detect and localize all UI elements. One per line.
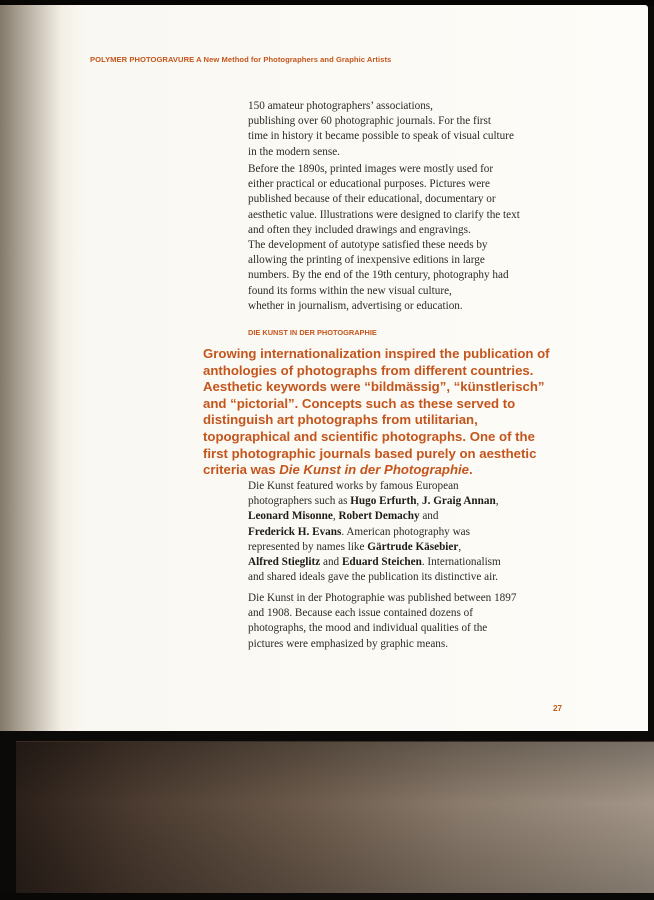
page-shadow [16, 742, 654, 894]
pull-quote-line: distinguish art photographs from utilitarian, [203, 412, 478, 428]
text-run: , [332, 510, 339, 523]
text-line: published because of their educational, documentary or [248, 193, 496, 206]
text-line: and shared ideals gave the publication its distinctive air. [248, 571, 499, 584]
text-line: photographs, the mood and individual qualities of the [248, 622, 488, 635]
text-run: photographers such as [248, 495, 351, 508]
pull-quote [203, 346, 583, 479]
paragraph-associations [248, 99, 568, 160]
text-run: and [419, 510, 439, 523]
text-line: Before the 1890s, printed images were mostly used for [248, 163, 494, 175]
text-line [248, 555, 568, 570]
text-run: , [416, 495, 423, 508]
running-head-subtitle: A New Method for Photographers and Graphic Artists [196, 55, 392, 64]
text-line: and often they included drawings and engravings. [248, 223, 471, 236]
text-line: numbers. By the end of the 19th century, photography had [248, 269, 509, 282]
photographer-name: Frederick H. Evans [248, 525, 342, 538]
text-line: time in history it became possible to speak of visual culture [248, 130, 514, 143]
section-heading: DIE KUNST IN DER PHOTOGRAPHIE [248, 328, 377, 337]
pull-quote-line: topographical and scientific photographs. One of the [203, 428, 535, 444]
paragraph-publication-dates [248, 591, 568, 652]
running-head-title: POLYMER PHOTOGRAVURE [90, 55, 195, 64]
pull-quote-line: anthologies of photographs from different countries. [203, 362, 534, 378]
text-line [248, 494, 568, 509]
text-line: Die Kunst in der Photographie was published between 1897 [248, 592, 517, 604]
pull-quote-text: criteria was [203, 462, 280, 478]
text-line: The development of autotype satisfied these needs by [248, 239, 488, 252]
text-line [248, 509, 568, 524]
text-run: . American photography was [341, 525, 470, 538]
text-line: pictures were emphasized by graphic means. [248, 637, 449, 650]
pull-quote-line: first photographic journals based purely on aesthetic [203, 445, 537, 461]
photographer-name: Alfred Stieglitz [248, 556, 321, 569]
text-run: represented by names like [248, 540, 368, 553]
pull-quote-line: Growing internationalization inspired the publication of [203, 346, 550, 361]
page-number: 27 [553, 704, 563, 713]
text-line: publishing over 60 photographic journals. For the first [248, 115, 491, 128]
text-run: and [320, 556, 342, 569]
pull-quote-text: . [469, 462, 473, 478]
text-line: whether in journalism, advertising or education. [248, 299, 463, 312]
pull-quote-line [203, 462, 583, 479]
text-line [248, 525, 568, 540]
pull-quote-line: and “pictorial”. Concepts such as these served to [203, 395, 516, 411]
text-run: . Internationalism [421, 556, 501, 569]
photographer-name: Leonard Misonne [248, 510, 333, 523]
text-line: in the modern sense. [248, 145, 340, 158]
photographer-name: J. Graig Annan [422, 495, 496, 508]
text-run: , [495, 495, 499, 508]
text-line: found its forms within the new visual culture, [248, 284, 452, 297]
text-line: 150 amateur photographers’ associations, [248, 100, 433, 112]
gutter-shadow [0, 5, 60, 731]
text-line: allowing the printing of inexpensive editions in large [248, 254, 485, 267]
text-line: Die Kunst featured works by famous European [248, 480, 459, 492]
paragraph-before-1890s [248, 162, 568, 314]
pull-quote-line: Aesthetic keywords were “bildmässig”, “künstlerisch” [203, 379, 545, 395]
text-line: and 1908. Because each issue contained dozens of [248, 607, 473, 620]
photographer-name: Gärtrude Käsebier [367, 540, 459, 553]
book-page [0, 5, 648, 731]
text-run: , [458, 540, 462, 553]
running-head [90, 55, 610, 64]
underlying-page-edge [16, 741, 654, 894]
paragraph-featured-works [248, 479, 568, 585]
scan-border-bottom [0, 893, 654, 900]
text-line: either practical or educational purposes. Pictures were [248, 178, 490, 191]
photographer-name: Robert Demachy [338, 510, 420, 523]
text-line [248, 540, 568, 555]
photographer-name: Eduard Steichen [341, 556, 422, 569]
photographer-name: Hugo Erfurth [350, 495, 417, 508]
journal-title: Die Kunst in der Photographie [279, 462, 470, 478]
text-line: aesthetic value. Illustrations were designed to clarify the text [248, 208, 520, 221]
